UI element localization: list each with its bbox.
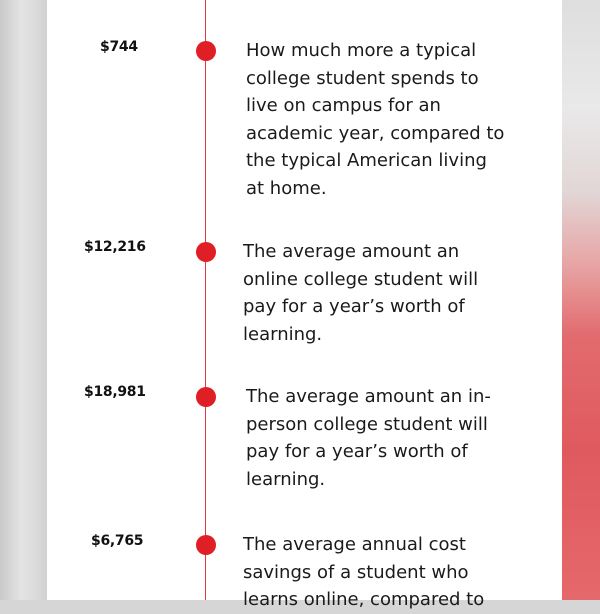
timeline-dot-3 [196, 387, 216, 407]
timeline-amount-4: $6,765 [91, 533, 144, 549]
timeline-description-2: The average amount an online college student will pay for a year’s worth of learning. [243, 241, 479, 345]
timeline-description-3: The average amount an in-person college student will pay for a year’s worth of learning. [246, 386, 491, 490]
timeline-description-1: How much more a typical college student spends to live on campus for an academic year, compared to the typical American living at home. [246, 40, 505, 199]
timeline-amount-3: $18,981 [84, 384, 146, 400]
background-right-panel [562, 0, 600, 600]
timeline-amount-2: $12,216 [84, 239, 146, 255]
timeline-description-4: The average annual cost savings of a student who learns online, compared to [243, 534, 485, 610]
timeline-line [205, 0, 206, 600]
background-left-panel [0, 0, 47, 600]
timeline-dot-2 [196, 242, 216, 262]
timeline-dot-4 [196, 535, 216, 555]
timeline-dot-1 [196, 41, 216, 61]
timeline-amount-1: $744 [100, 39, 138, 55]
